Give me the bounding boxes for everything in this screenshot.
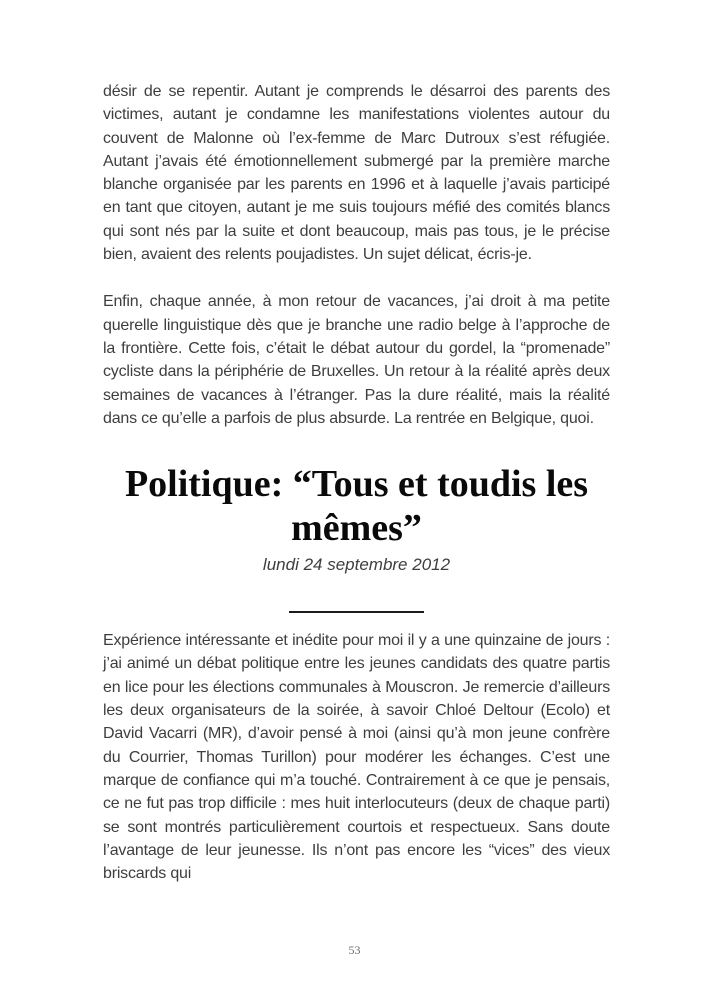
intro-paragraph-1: désir de se repentir. Autant je comprends le désarroi des parents des victimes, autant je condamne les manifestations violentes autour du couvent de Malonne où l’ex-femme de Marc Dutroux s’est réfugiée. Autant j’avais été émotionnellement submergé par la première marche blanche organisée par les parents en 1996 et à laquelle j’avais participé en tant que citoyen, autant je me suis toujours méfié des comités blancs qui sont nés par la suite et dont beaucoup, mais pas tous, je le précise bien, avaient des relents poujadistes. Un sujet délicat, écris-je.	[103, 83, 610, 264]
article-date: lundi 24 septembre 2012	[262, 555, 451, 575]
page-number: 53	[348, 943, 361, 957]
article-title: Politique: “Tous et toudis les mêmes”	[124, 463, 589, 550]
intro-paragraph-2: Enfin, chaque année, à mon retour de vacances, j’ai droit à ma petite querelle linguistique dès que je branche une radio belge à l’approche de la frontière. Cette fois, c’était le débat autour du gordel, la “promenade” cycliste dans la périphérie de Bruxelles. Un retour à la réalité après deux semaines de vacances à l’étranger. Pas la dure réalité, mais la réalité dans ce qu’elle a parfois de plus absurde. La rentrée en Belgique, quoi.	[103, 293, 610, 427]
article-paragraph-1: Expérience intéressante et inédite pour moi il y a une quinzaine de jours : j’ai animé un débat politique entre les jeunes candidats des quatre partis en lice pour les élections communales à Mouscron. Je remercie d’ailleurs les deux organisateurs de la soirée, à savoir Chloé Deltour (Ecolo) et David Vacarri (MR), d’avoir pensé à moi (ainsi qu’à mon jeune confrère du Courrier, Thomas Turillon) pour modérer les échanges. C’est une marque de confiance qui m’a touché. Contrairement à ce que je pensais, ce ne fut pas trop difficile : mes huit interlocuteurs (deux de chaque parti) se sont montrés particulièrement courtois et respectueux. Sans doute l’avantage de leur jeunesse. Ils n’ont pas encore les “vices” des vieux briscards qui	[103, 632, 610, 883]
section-separator	[289, 611, 424, 613]
text-column	[103, 80, 610, 885]
